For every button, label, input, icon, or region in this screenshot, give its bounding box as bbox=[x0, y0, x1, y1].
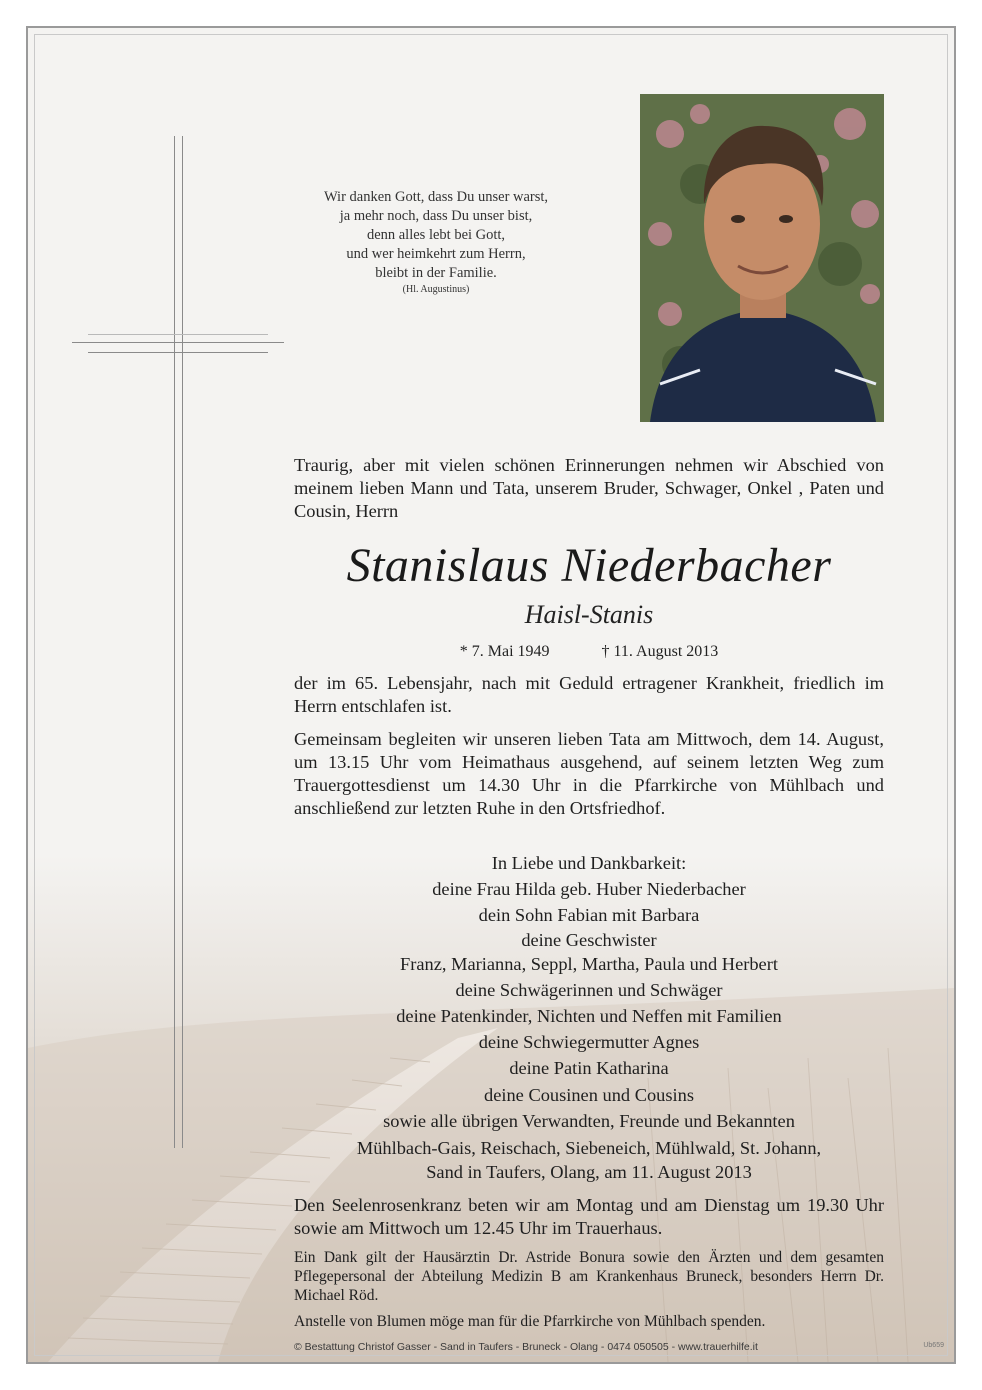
quote-line: und wer heimkehrt zum Herrn, bbox=[346, 246, 526, 262]
death-paragraph: der im 65. Lebensjahr, nach mit Geduld ertragener Krankheit, friedlich im Herrn entschlafen ist. bbox=[294, 673, 884, 716]
quote-line: bleibt in der Familie. bbox=[375, 265, 497, 281]
rosary-paragraph: Den Seelenrosenkranz beten wir am Montag und am Dienstag um 19.30 Uhr sowie am Mittwoch um 12.45 Uhr im Trauerhaus. bbox=[294, 1195, 884, 1238]
death-date: † 11. August 2013 bbox=[601, 643, 719, 660]
obituary-card bbox=[26, 26, 956, 1364]
portrait-person-icon bbox=[640, 94, 884, 422]
quote-line: Wir danken Gott, dass Du unser warst, bbox=[323, 189, 549, 205]
template-code: Ub659 bbox=[923, 1342, 944, 1349]
quote bbox=[286, 188, 586, 297]
place-line: Sand in Taufers, Olang, am 11. August 2013 bbox=[426, 1162, 752, 1182]
family-list bbox=[294, 850, 884, 1134]
footer-credit: © Bestattung Christof Gasser - Sand in Taufers - Bruneck - Olang - 0474 050505 - www.trauerhilfe.it bbox=[294, 1341, 758, 1353]
quote-source: (Hl. Augustinus) bbox=[402, 284, 470, 295]
family-line: deine Cousinen und Cousins bbox=[484, 1084, 694, 1105]
family-line: deine Patin Katharina bbox=[509, 1058, 669, 1079]
family-line: dein Sohn Fabian mit Barbara bbox=[478, 905, 700, 926]
family-line: In Liebe und Dankbarkeit: bbox=[491, 853, 687, 873]
cross-icon-line bbox=[88, 334, 268, 335]
deceased-name: Stanislaus Niederbacher bbox=[346, 539, 832, 592]
family-line: Franz, Marianna, Seppl, Martha, Paula und Herbert bbox=[400, 953, 778, 974]
portrait-photo bbox=[640, 94, 884, 422]
family-line: deine Schwägerinnen und Schwäger bbox=[455, 979, 723, 1000]
cross-icon bbox=[174, 136, 175, 1148]
flowers-paragraph: Anstelle von Blumen möge man für die Pfarrkirche von Mühlbach spenden. bbox=[294, 1313, 766, 1330]
funeral-paragraph: Gemeinsam begleiten wir unseren lieben Tata am Mittwoch, dem 14. August, um 13.15 Uhr vom Heimathaus ausgehend, auf seinem letzten Weg zum Trauergottesdienst um 14.30 Uhr in die Pfarrkirche von Mühlbach und anschließend zur letzten Ruhe in den Ortsfriedhof. bbox=[294, 729, 884, 818]
family-line: deine Geschwister bbox=[521, 929, 657, 950]
nickname: Haisl-Stanis bbox=[524, 600, 654, 629]
quote-line: denn alles lebt bei Gott, bbox=[366, 227, 506, 243]
family-line: deine Patenkinder, Nichten und Neffen mit Familien bbox=[396, 1006, 782, 1027]
family-line: deine Schwiegermutter Agnes bbox=[478, 1032, 700, 1053]
birth-date: * 7. Mai 1949 bbox=[459, 643, 550, 660]
cross-icon-line bbox=[182, 136, 183, 1148]
quote-line: ja mehr noch, dass Du unser bist, bbox=[339, 208, 533, 224]
family-line: deine Frau Hilda geb. Huber Niederbacher bbox=[432, 879, 746, 900]
family-line: sowie alle übrigen Verwandten, Freunde und Bekannten bbox=[383, 1110, 795, 1131]
intro-paragraph: Traurig, aber mit vielen schönen Erinnerungen nehmen wir Abschied von meinem lieben Mann und Tata, unserem Bruder, Schwager, Onkel , Paten und Cousin, Herrn bbox=[294, 455, 884, 521]
thanks-paragraph: Ein Dank gilt der Hausärztin Dr. Astride Bonura sowie den Ärzten und dem gesamten Pflegepersonal der Abteilung Medizin B am Krankenhaus Bruneck, besonders Herrn Dr. Michael Röd. bbox=[294, 1249, 884, 1304]
place-date bbox=[294, 1136, 884, 1184]
cross-icon-line bbox=[72, 342, 284, 343]
place-line: Mühlbach-Gais, Reischach, Siebeneich, Mühlwald, St. Johann, bbox=[356, 1138, 822, 1158]
cross-icon-line bbox=[88, 352, 268, 353]
life-dates bbox=[294, 642, 884, 662]
